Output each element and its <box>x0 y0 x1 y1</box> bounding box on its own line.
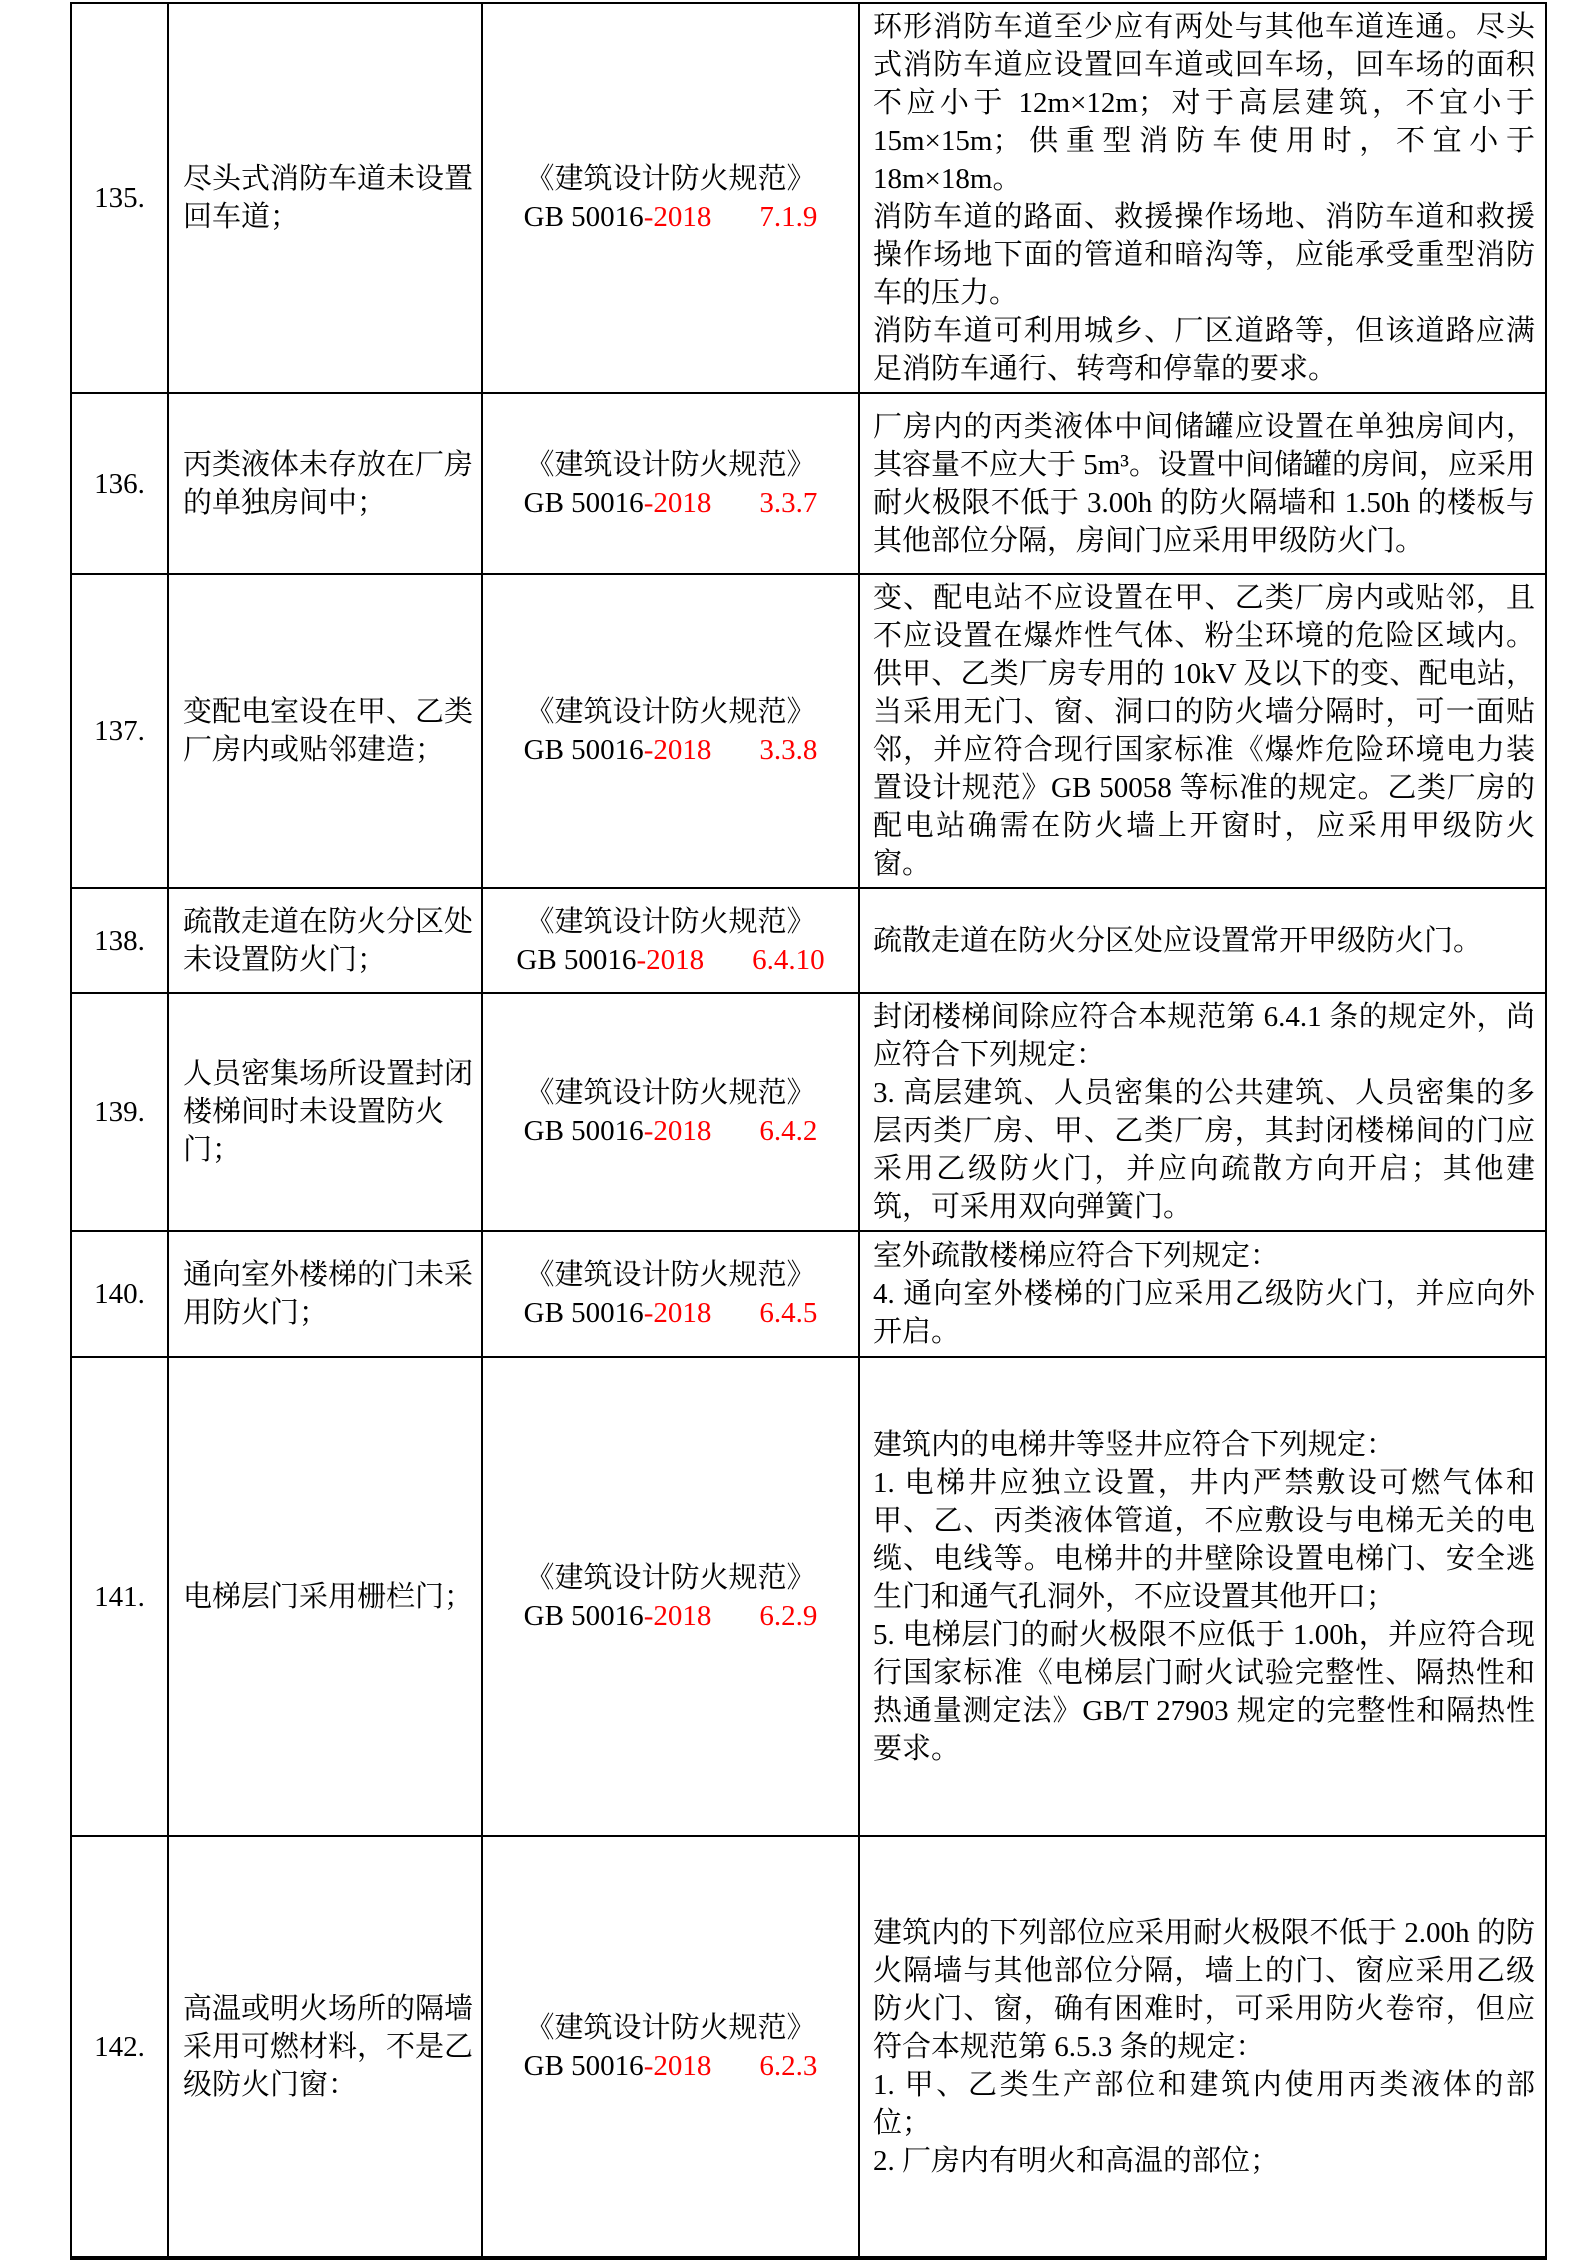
standard-code: GB 50016 <box>523 201 644 233</box>
standard-code-line <box>489 731 852 769</box>
standard-code: GB 50016 <box>523 2049 644 2082</box>
detail-paragraph: 环形消防车道至少应有两处与其他车道连通。尽头式消防车道应设置回车道或回车场，回车场的面积不应小于 12m×12m；对于高层建筑，不宜小于 15m×15m；供重型消防车使用时，不宜小于 18m×18m。 <box>873 11 1535 195</box>
detail-paragraph: 消防车道可利用城乡、厂区道路等，但该道路应满足消防车通行、转弯和停靠的要求。 <box>873 315 1535 385</box>
row-number: 141. <box>71 1357 168 1836</box>
violation-issue: 高温或明火场所的隔墙采用可燃材料，不是乙级防火门窗： <box>168 1836 482 2258</box>
standard-code: GB 50016 <box>523 1297 644 1329</box>
standard-year: -2018 <box>636 943 705 976</box>
standard-title: 《建筑设计防火规范》 <box>525 1561 816 1594</box>
detail-paragraph: 2. 厂房内有明火和高温的部位； <box>873 2144 1280 2177</box>
detail-paragraph: 消防车道的路面、救援操作场地、消防车道和救援操作场地下面的管道和暗沟等，应能承受重型消防车的压力。 <box>873 201 1535 309</box>
standard-code-line <box>489 2047 852 2085</box>
standard-title: 《建筑设计防火规范》 <box>525 448 816 481</box>
standard-section: 6.2.9 <box>759 1599 818 1632</box>
standard-code-line <box>489 1294 852 1332</box>
row-number: 137. <box>71 574 168 888</box>
table-row <box>71 3 1546 393</box>
standard-code: GB 50016 <box>523 1115 644 1147</box>
row-number: 142. <box>71 1836 168 2258</box>
regulation-detail <box>859 1231 1546 1357</box>
violation-issue: 通向室外楼梯的门未采用防火门； <box>168 1231 482 1357</box>
detail-paragraph: 1. 甲、乙类生产部位和建筑内使用丙类液体的部位； <box>873 2068 1535 2139</box>
regulation-detail <box>859 1836 1546 2258</box>
standard-year: -2018 <box>643 734 712 766</box>
standard-reference <box>482 574 859 888</box>
violation-issue: 人员密集场所设置封闭楼梯间时未设置防火门； <box>168 993 482 1231</box>
regulation-detail <box>859 3 1546 393</box>
regulation-detail <box>859 393 1546 574</box>
detail-paragraph: 4. 通向室外楼梯的门应采用乙级防火门，并应向外开启。 <box>873 1278 1535 1348</box>
violation-issue: 尽头式消防车道未设置回车道； <box>168 3 482 393</box>
detail-paragraph: 封闭楼梯间除应符合本规范第 6.4.1 条的规定外，尚应符合下列规定： <box>873 1001 1535 1071</box>
violation-issue: 丙类液体未存放在厂房的单独房间中； <box>168 393 482 574</box>
detail-paragraph: 建筑内的下列部位应采用耐火极限不低于 2.00h 的防火隔墙与其他部位分隔，墙上的门、窗应采用乙级防火门、窗，确有困难时，可采用防火卷帘，但应符合本规范第 6.5.3 条的规定： <box>873 1916 1535 2063</box>
standard-section: 3.3.7 <box>759 486 818 519</box>
standard-reference <box>482 1231 859 1357</box>
standard-year: -2018 <box>643 2049 712 2082</box>
detail-paragraph: 5. 电梯层门的耐火极限不应低于 1.00h，并应符合现行国家标准《电梯层门耐火试验完整性、隔热性和热通量测定法》GB/T 27903 规定的完整性和隔热性要求。 <box>873 1618 1535 1765</box>
standard-reference <box>482 1357 859 1836</box>
table-row <box>71 393 1546 574</box>
standard-section: 6.2.3 <box>759 2049 818 2082</box>
standard-title: 《建筑设计防火规范》 <box>525 1259 816 1291</box>
detail-paragraph: 建筑内的电梯井等竖井应符合下列规定： <box>873 1428 1396 1461</box>
standard-title: 《建筑设计防火规范》 <box>525 2011 816 2044</box>
violation-issue: 变配电室设在甲、乙类厂房内或贴邻建造； <box>168 574 482 888</box>
row-number: 136. <box>71 393 168 574</box>
standard-reference <box>482 393 859 574</box>
table-row <box>71 1231 1546 1357</box>
row-number: 135. <box>71 3 168 393</box>
detail-paragraph: 变、配电站不应设置在甲、乙类厂房内或贴邻，且不应设置在爆炸性气体、粉尘环境的危险区域内。供甲、乙类厂房专用的 10kV 及以下的变、配电站，当采用无门、窗、洞口的防火墙分隔时，可一面贴邻，并应符合现行国家标准《爆炸危险环境电力装置设计规范》GB 50058 等标准的规定。乙类厂房的配电站确需在防火墙上开窗时，应采用甲级防火窗。 <box>873 582 1535 880</box>
table-row <box>71 574 1546 888</box>
standard-code: GB 50016 <box>523 734 644 766</box>
row-number: 138. <box>71 888 168 993</box>
standard-title: 《建筑设计防火规范》 <box>525 163 816 195</box>
row-number: 140. <box>71 1231 168 1357</box>
standard-year: -2018 <box>643 1599 712 1632</box>
standard-reference <box>482 993 859 1231</box>
detail-paragraph: 厂房内的丙类液体中间储罐应设置在单独房间内，其容量不应大于 5m³。设置中间储罐的房间，应采用耐火极限不低于 3.00h 的防火隔墙和 1.50h 的楼板与其他部位分隔，房间门应采用甲级防火门。 <box>873 410 1536 557</box>
regulation-detail <box>859 1357 1546 1836</box>
row-number: 139. <box>71 993 168 1231</box>
regulation-detail <box>859 574 1546 888</box>
standard-code: GB 50016 <box>516 943 637 976</box>
standard-year: -2018 <box>643 1115 712 1147</box>
standard-reference <box>482 3 859 393</box>
table-row <box>71 993 1546 1231</box>
violation-issue: 电梯层门采用栅栏门； <box>168 1357 482 1836</box>
detail-paragraph: 疏散走道在防火分区处应设置常开甲级防火门。 <box>873 924 1483 957</box>
standard-title: 《建筑设计防火规范》 <box>525 1077 816 1109</box>
detail-paragraph: 室外疏散楼梯应符合下列规定： <box>873 1240 1280 1272</box>
violation-issue: 疏散走道在防火分区处未设置防火门； <box>168 888 482 993</box>
standard-reference <box>482 888 859 993</box>
standard-section: 7.1.9 <box>759 201 818 233</box>
standard-year: -2018 <box>643 1297 712 1329</box>
standard-section: 6.4.10 <box>752 943 825 976</box>
table-row <box>71 1836 1546 2258</box>
detail-paragraph: 3. 高层建筑、人员密集的公共建筑、人员密集的多层丙类厂房、甲、乙类厂房，其封闭楼梯间的门应采用乙级防火门，并应向疏散方向开启；其他建筑，可采用双向弹簧门。 <box>873 1077 1535 1223</box>
standard-section: 6.4.2 <box>759 1115 818 1147</box>
standard-code: GB 50016 <box>523 486 644 519</box>
standard-year: -2018 <box>643 201 712 233</box>
standard-section: 3.3.8 <box>759 734 818 766</box>
standard-code-line <box>489 484 852 522</box>
regulation-detail <box>859 993 1546 1231</box>
table-row <box>71 888 1546 993</box>
standard-code: GB 50016 <box>523 1599 644 1632</box>
standard-reference <box>482 1836 859 2258</box>
detail-paragraph: 1. 电梯井应独立设置，井内严禁敷设可燃气体和甲、乙、丙类液体管道，不应敷设与电梯无关的电缆、电线等。电梯井的井壁除设置电梯门、安全逃生门和通气孔洞外，不应设置其他开口； <box>873 1466 1535 1613</box>
standard-title: 《建筑设计防火规范》 <box>525 696 816 728</box>
violations-table <box>70 2 1547 2260</box>
standard-year: -2018 <box>643 486 712 519</box>
standard-code-line <box>489 1597 852 1635</box>
standard-code-line <box>489 198 852 236</box>
standard-title: 《建筑设计防火规范》 <box>525 905 816 938</box>
standard-code-line <box>489 941 852 979</box>
standard-code-line <box>489 1112 852 1150</box>
table-row <box>71 1357 1546 1836</box>
standard-section: 6.4.5 <box>759 1297 818 1329</box>
regulation-detail <box>859 888 1546 993</box>
